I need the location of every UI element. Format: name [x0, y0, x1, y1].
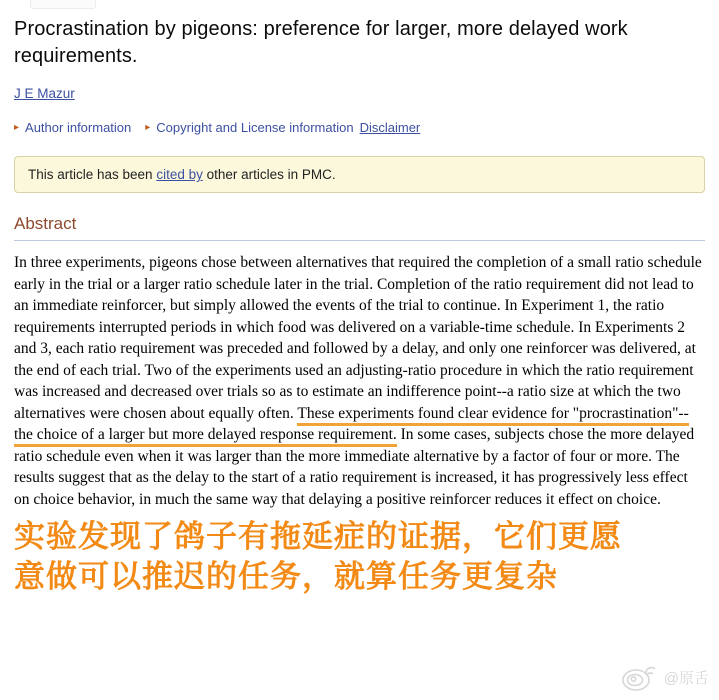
cited-by-notice [14, 156, 705, 193]
copyright-license-link[interactable]: Copyright and License information [156, 120, 354, 135]
author-information-link[interactable]: Author information [25, 120, 132, 135]
annotation-line-1: 实验发现了鸽子有拖延症的证据，它们更愿 [14, 519, 622, 554]
cropped-toolbar-remnant [30, 0, 96, 9]
watermark-handle: @原舌 [663, 669, 709, 687]
notice-text-before: This article has been [28, 167, 157, 182]
abstract-heading: Abstract [14, 214, 705, 241]
triangle-bullet-icon: ▸ [14, 121, 20, 133]
abstract-paragraph [14, 252, 705, 510]
highlighted-sentence: These experiments found clear evidence for "procrastination"--the choice of a larger but more delayed response requirement. [14, 405, 689, 448]
abstract-text-before: In three experiments, pigeons chose between alternatives that required the completion of a small ratio schedule early in the trial or a larger ratio schedule later in the trial. Completion of the ratio requirement did not lead to an immediate reinforcer, but simply allowed the events of the trial to continue. In Experiment 1, the ratio requirements interrupted periods in which food was delivered on a variable-time schedule. In Experiments 2 and 3, each ratio requirement was preceded and followed by a delay, and only one reinforcer was delivered, at the end of each trial. Two of the experiments used an adjusting-ratio procedure in which the ratio requirement was increased and decreased over trials so as to estimate an indifference point--a ratio size at which the two alternatives were chosen about equally often. [14, 254, 702, 422]
article-title: Procrastination by pigeons: preference for larger, more delayed work requirements. [14, 18, 628, 67]
cited-by-link[interactable]: cited by [156, 167, 203, 182]
weibo-logo-icon [619, 660, 659, 694]
annotation-line-2: 意做可以推迟的任务，就算任务更复杂 [14, 559, 558, 594]
disclaimer-link[interactable]: Disclaimer [359, 120, 421, 135]
abstract-text-after: In some cases, subjects chose the more delayed ratio schedule even when it was larger than the more immediate alternative by a factor of four or more. The results suggest that as the delay to the start of a ratio requirement is increased, it has progressively less effect on choice behavior, in much the same way that delaying a positive reinforcer reduces it effect on choice. [14, 426, 695, 508]
triangle-bullet-icon: ▸ [145, 121, 151, 133]
weibo-watermark [619, 660, 709, 694]
chinese-annotation [14, 517, 705, 597]
notice-text-after: other articles in PMC. [202, 167, 336, 182]
author-link[interactable]: J E Mazur [14, 86, 75, 101]
article-meta-row [14, 120, 705, 135]
